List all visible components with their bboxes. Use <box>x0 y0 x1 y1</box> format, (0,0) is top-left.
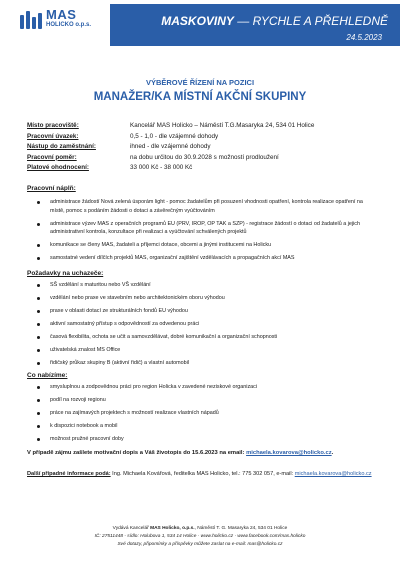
footer-line1: Vydává Kancelář MAS Holicko, o.p.s., Náměstí T. G. Masaryka 24, 534 01 Holice <box>112 526 288 531</box>
list-item: praxe v oblasti dotací ze strukturálních fondů EU výhodou <box>37 307 373 316</box>
contact-text: Ing. Michaela Kovářová, ředitelka MAS Holicko, tel.: 775 302 057, e-mail: <box>110 471 295 477</box>
info-row: Platové ohodnocení: 33 000 Kč - 38 000 Kč <box>27 164 193 172</box>
contact-info <box>27 469 373 479</box>
list-item: aktivní samostatný přístup s odpovědností za odvedenou práci <box>37 320 373 329</box>
doc-heading: VÝBĚROVÉ ŘÍZENÍ NA POZICI <box>145 78 255 87</box>
contact-email-link[interactable]: michaela.kovarova@holicko.cz <box>294 471 372 477</box>
info-row: Pracovní poměr: na dobu určitou do 30.9.2028 s možností prodloužení <box>27 153 279 161</box>
info-row: Místo pracoviště: Kancelář MAS Holicko – Náměstí T.G.Masaryka 24, 534 01 Holice <box>27 122 315 129</box>
pozadavky-list <box>37 281 373 372</box>
footer <box>0 525 400 548</box>
application-email-link[interactable]: michaela.kovarova@holicko.cz <box>246 450 332 456</box>
logo-sub2: o.p.s. <box>75 22 92 28</box>
cta-text: V případě zájmu zašlete motivační dopis a Váš životopis do 15.6.2023 na email: <box>27 450 247 456</box>
footer-line2: IČ: 27511448 - sídlo: Holubova 1, 534 14 Holice · www.holicko.cz · www.facebook.com/mas.holicko <box>94 533 306 539</box>
list-item: samostatné vedení dílčích projektů MAS, organizační zajištění vzdělávacích a propagačních akcí MAS <box>37 254 373 263</box>
header <box>0 0 400 52</box>
list-item: administrace žádostí Nová zelená úsporám light - pomoc žadatelům při posuzení vhodnosti opatření, kontrola realizace opatření na místě, pomoc s podáním žádosti o dotaci a závěrečným vyúčtováním <box>37 198 373 215</box>
list-item: práce na zajímavých projektech s možností realizace vlastních nápadů <box>37 409 373 418</box>
issue-date: 24.5.2023 <box>346 33 382 42</box>
info-row: Nástup do zaměstnání: ihned - dle vzájemné dohody <box>27 143 211 151</box>
cta-end: . <box>331 450 334 456</box>
list-item: SŠ vzdělání s maturitou nebo VŠ vzdělání <box>37 281 373 290</box>
title-rest: — RYCHLE A PŘEHLEDNĚ <box>233 14 388 28</box>
footer-line3: Své dotazy, připomínky a příspěvky můžete zaslat na e-mail: mas@holicko.cz <box>117 541 283 547</box>
list-item: k dispozici notebook a mobil <box>37 422 373 431</box>
position-title: MANAŽER/KA MÍSTNÍ AKČNÍ SKUPINY <box>93 91 307 103</box>
application-instructions <box>27 450 333 456</box>
list-item: uživatelská znalost MS Office <box>37 346 373 355</box>
info-row: Pracovní úvazek: 0,5 - 1,0 - dle vzájemné dohody <box>27 132 219 140</box>
title-bold: MASKOVINY <box>161 14 234 28</box>
info-table <box>27 121 314 174</box>
list-item: smysluplnou a zodpovědnou práci pro region Holicka v zavedené neziskové organizaci <box>37 383 373 392</box>
logo-sub: HOLICKO <box>46 22 74 28</box>
section-nabizime-title: Co nabízíme: <box>27 372 68 379</box>
section-pozadavky-title: Požadavky na uchazeče: <box>27 270 104 277</box>
nabizime-list <box>37 383 373 448</box>
list-item: komunikace se členy MAS, žadateli a příjemci dotace, obcemi a jinými institucemi na Holicku <box>37 241 373 250</box>
newsletter-title <box>161 14 388 28</box>
logo-icon <box>20 11 42 29</box>
list-item: časová flexibilita, ochota se učit a samovzdělávat, dobré komunikační a organizační schopnosti <box>37 333 373 342</box>
list-item: možnost pružné pracovní doby <box>37 435 373 444</box>
list-item: vzdělání nebo praxe ve stavebním nebo architektonickém oboru výhodou <box>37 294 373 303</box>
logo-name: MAS <box>46 7 77 22</box>
header-banner <box>110 4 400 46</box>
list-item: řidičský průkaz skupiny B (aktivní řidič) a vlastní automobil <box>37 359 373 368</box>
mas-logo <box>20 7 92 30</box>
list-item: administrace výzev MAS z operačních programů EU (PRV, IROP, OP TAK a SZP) - registrace žádostí o dotaci od žadatelů a jejich administrativní kontrola, konzultace při realizaci a vyúčtování schválených projektů <box>37 220 373 237</box>
list-item: podíl na rozvoji regionu <box>37 396 373 405</box>
contact-label: Další případné informace podá: <box>27 471 111 477</box>
section-napln-title: Pracovní náplň: <box>27 185 76 192</box>
napln-list <box>37 198 373 267</box>
